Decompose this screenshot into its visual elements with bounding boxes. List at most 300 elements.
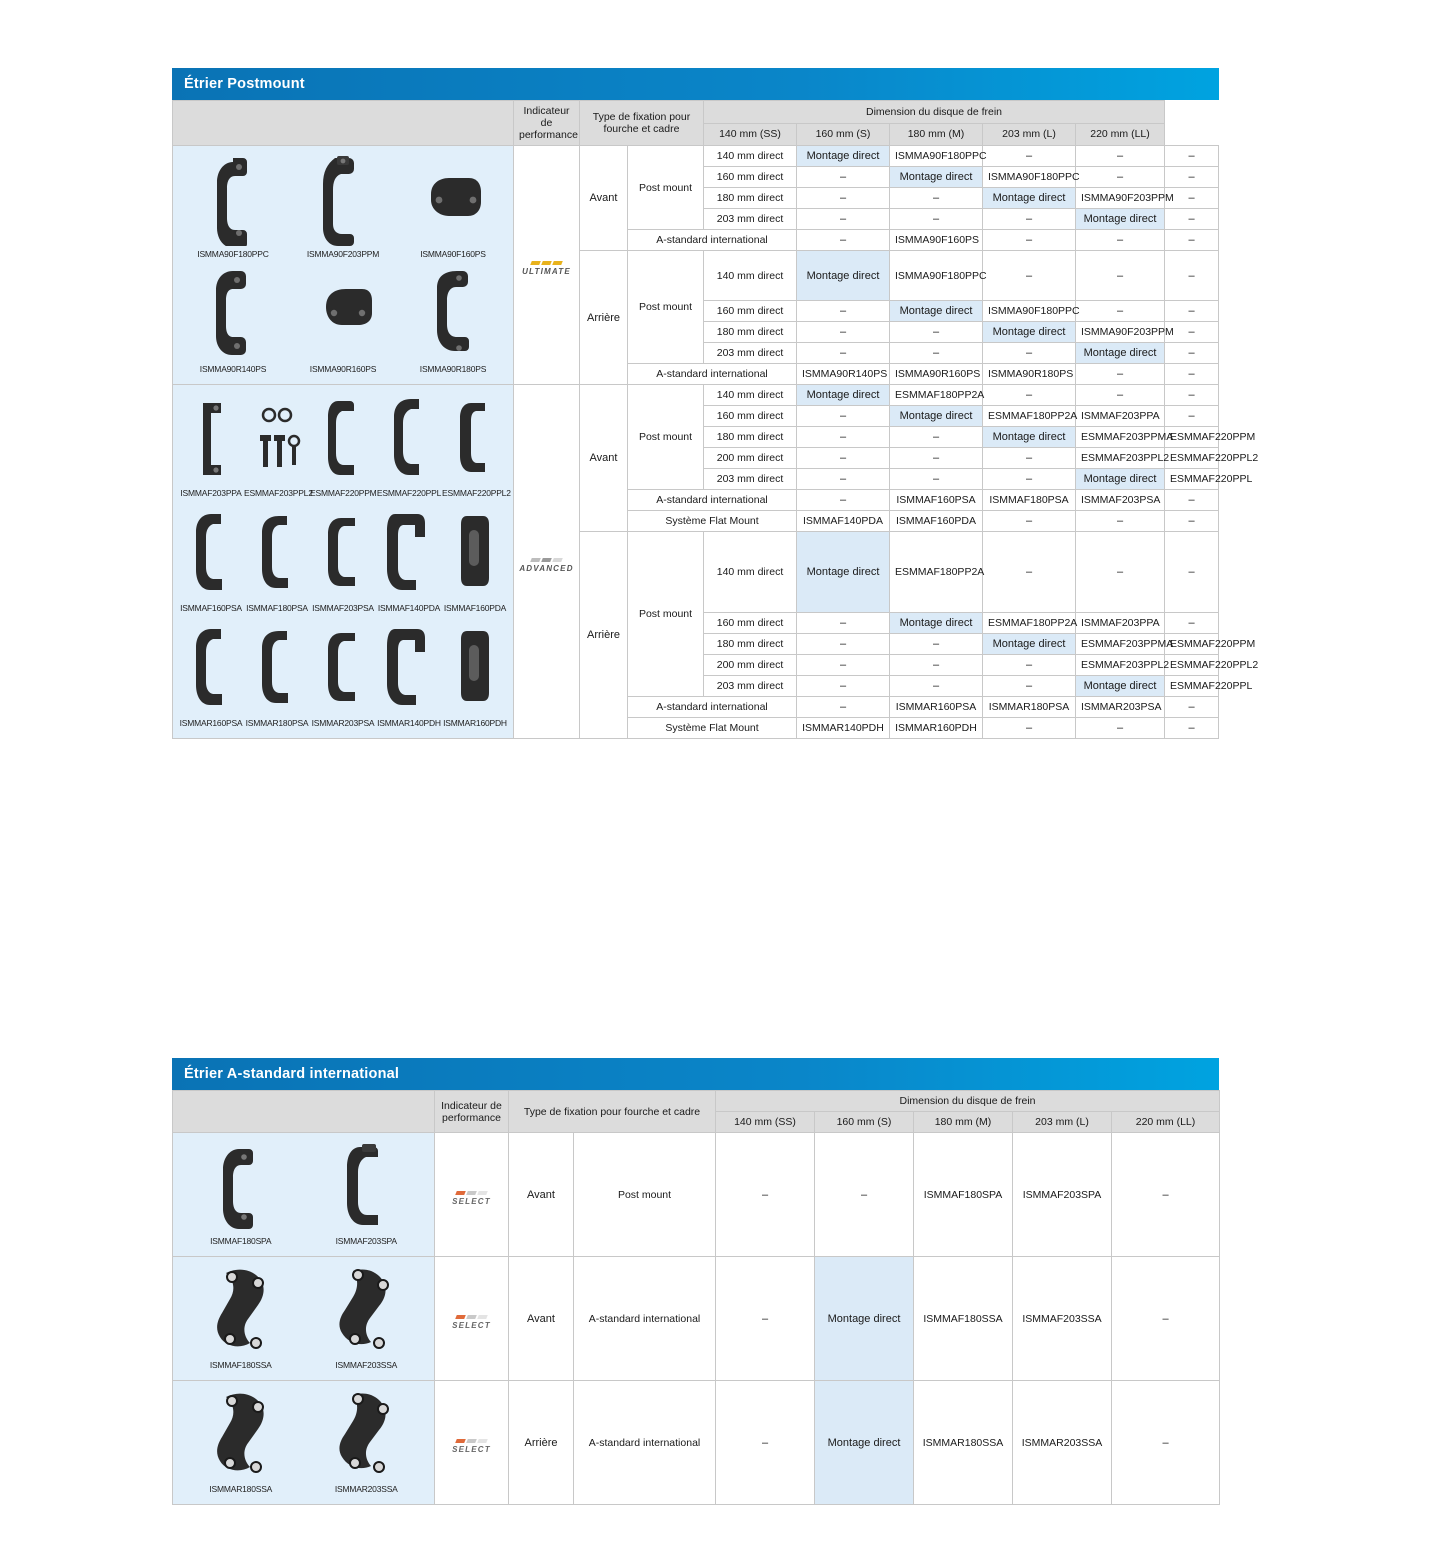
cell-203: ISMMA90F203PPM (1076, 322, 1165, 343)
position-avant: Avant (580, 146, 628, 251)
ultimate-image-row-2 (178, 265, 508, 374)
s2-fixation: A-standard international (574, 1381, 716, 1505)
cell-140: – (797, 301, 890, 322)
cell-140: – (797, 188, 890, 209)
cell-140: Montage direct (797, 385, 890, 406)
cell-160: ISMMA90F180PPC (890, 146, 983, 167)
fixation-a-standard: A-standard international (628, 230, 797, 251)
select-badge-icon (440, 1308, 503, 1330)
cell-180: ISMMAF180SSA (914, 1257, 1013, 1381)
cell-220: – (1165, 251, 1219, 301)
bracket-icon (310, 504, 376, 600)
cell-160: – (890, 427, 983, 448)
fixation-a-standard: A-standard international (628, 364, 797, 385)
bracket-icon (310, 619, 376, 715)
cell-140: Montage direct (797, 532, 890, 613)
cell-180: ISMMAF180SPA (914, 1133, 1013, 1257)
cell-160: ISMMA90R160PS (890, 364, 983, 385)
cell-203: ISMMAF203SSA (1013, 1257, 1112, 1381)
perf-indicator-advanced (514, 385, 580, 739)
bracket-icon (376, 389, 442, 485)
s2-position: Arrière (509, 1381, 574, 1505)
cell-220: – (1165, 718, 1219, 739)
product-tile (178, 1385, 304, 1494)
cell-220: – (1165, 322, 1219, 343)
bracket-icon (310, 389, 376, 485)
fixation-flat-mount: Système Flat Mount (628, 511, 797, 532)
cell-160: ISMMAR160PSA (890, 697, 983, 718)
header-perf-indicator: Indicateur de performance (435, 1091, 509, 1133)
cell-180: – (983, 209, 1076, 230)
product-tile (310, 504, 376, 613)
cell-140: – (797, 655, 890, 676)
s2-position: Avant (509, 1133, 574, 1257)
advanced-badge-icon (519, 551, 574, 573)
bracket-icon (178, 504, 244, 600)
product-tile (442, 389, 511, 498)
cell-203: – (1076, 146, 1165, 167)
product-caption: ISMMAF160PDA (443, 603, 507, 613)
bracket-icon (442, 389, 508, 485)
bracket-icon (179, 150, 288, 246)
bracket-icon (178, 619, 244, 715)
row-label: 203 mm direct (704, 343, 797, 364)
cell-220: – (1165, 209, 1219, 230)
product-caption: ISMMAR180PSA (245, 718, 309, 728)
position-avant: Avant (580, 385, 628, 532)
cell-180: – (983, 532, 1076, 613)
row-label: 160 mm direct (704, 613, 797, 634)
product-tile (179, 150, 288, 259)
cell-203: ISMMAF203PSA (1076, 490, 1165, 511)
cell-140: – (797, 613, 890, 634)
cell-203: – (1076, 364, 1165, 385)
cell-140: – (797, 343, 890, 364)
cell-160: – (890, 676, 983, 697)
postmount-table (172, 100, 1259, 739)
fixation-post-mount: Post mount (628, 385, 704, 490)
select-badge-icon (440, 1432, 503, 1454)
section-title-a-standard: Étrier A-standard international (172, 1058, 1219, 1090)
cell-180: – (983, 655, 1076, 676)
product-caption: ISMMAR160PSA (179, 718, 243, 728)
hardware-icon (244, 389, 310, 485)
a-standard-table (172, 1090, 1220, 1505)
cell-203: Montage direct (1076, 676, 1165, 697)
s2-header-row-1 (173, 1091, 1220, 1112)
product-tile (244, 619, 310, 728)
cell-203: ESMMAF203PPL2 (1076, 655, 1165, 676)
cell-203: – (1076, 251, 1165, 301)
badge-bars-icon (456, 1184, 487, 1195)
header-disc-160: 160 mm (S) (815, 1112, 914, 1133)
cell-180: – (983, 230, 1076, 251)
row-label: 200 mm direct (704, 655, 797, 676)
product-caption: ESMMAF220PPM (310, 488, 377, 498)
cell-140: – (797, 634, 890, 655)
cell-140: – (797, 230, 890, 251)
select-badge-icon (440, 1184, 503, 1206)
bracket-icon (289, 265, 398, 361)
header-disc-220: 220 mm (LL) (1112, 1112, 1220, 1133)
section-postmount (172, 68, 1259, 739)
bracket-icon (178, 1137, 304, 1233)
perf-indicator-select (435, 1133, 509, 1257)
cell-160: Montage direct (890, 613, 983, 634)
cell-160: ESMMAF180PP2A (890, 385, 983, 406)
product-tile (376, 504, 442, 613)
cell-180: Montage direct (983, 188, 1076, 209)
cell-180: – (983, 469, 1076, 490)
product-tile (244, 504, 310, 613)
row-label: 160 mm direct (704, 301, 797, 322)
product-caption: ISMMA90R160PS (309, 364, 377, 374)
cell-160: – (815, 1133, 914, 1257)
bracket-icon (304, 1137, 430, 1233)
cell-180: ISMMAR180PSA (983, 697, 1076, 718)
s2-row-2 (173, 1257, 1220, 1381)
row-label: 180 mm direct (704, 634, 797, 655)
header-images (173, 101, 514, 146)
cell-220: – (1165, 532, 1219, 613)
cell-140: – (797, 490, 890, 511)
product-caption: ISMMA90F203PPM (306, 249, 380, 259)
cell-203: Montage direct (1076, 209, 1165, 230)
table-header-row-1 (173, 101, 1219, 124)
row-label: 203 mm direct (704, 209, 797, 230)
cell-160: ISMMAF160PSA (890, 490, 983, 511)
header-disc-180: 180 mm (M) (914, 1112, 1013, 1133)
cell-180: Montage direct (983, 427, 1076, 448)
s2-image-row-2 (178, 1261, 429, 1370)
row-label: 203 mm direct (704, 676, 797, 697)
cell-180: Montage direct (983, 322, 1076, 343)
cell-220: – (1112, 1257, 1220, 1381)
bracket-icon (178, 389, 244, 485)
cell-203: ISMMAF203PPA (1076, 613, 1165, 634)
cell-203: – (1076, 511, 1165, 532)
s2-image-panel-3 (173, 1381, 435, 1505)
product-tile (376, 619, 442, 728)
cell-203: ESMMAF203PPMA (1076, 634, 1165, 655)
cell-220: ESMMAF220PPM (1165, 634, 1219, 655)
product-caption: ISMMA90R180PS (419, 364, 487, 374)
cell-180: – (983, 146, 1076, 167)
cell-220: – (1165, 511, 1219, 532)
cell-140: – (716, 1381, 815, 1505)
row-label: 160 mm direct (704, 406, 797, 427)
cell-140: – (797, 676, 890, 697)
cell-160: – (890, 634, 983, 655)
cell-203: ESMMAF203PPMA (1076, 427, 1165, 448)
row-label: 180 mm direct (704, 427, 797, 448)
header-disc-140: 140 mm (SS) (716, 1112, 815, 1133)
s2-fixation: Post mount (574, 1133, 716, 1257)
product-caption: ESMMAF220PPL (376, 488, 442, 498)
product-tile (442, 619, 508, 728)
header-perf-indicator: Indicateur de performance (514, 101, 580, 146)
cell-180: ESMMAF180PP2A (983, 613, 1076, 634)
cell-203: – (1076, 301, 1165, 322)
s2-position: Avant (509, 1257, 574, 1381)
cell-140: ISMMAR140PDH (797, 718, 890, 739)
cell-203: Montage direct (1076, 343, 1165, 364)
cell-140: Montage direct (797, 146, 890, 167)
cell-220: – (1165, 301, 1219, 322)
advanced-image-row-3 (178, 619, 508, 728)
cell-160: – (890, 209, 983, 230)
section-title-postmount: Étrier Postmount (172, 68, 1219, 100)
cell-160: Montage direct (890, 167, 983, 188)
cell-140: Montage direct (797, 251, 890, 301)
product-caption: ISMMAF160PSA (180, 603, 242, 613)
product-caption: ISMMAR160PDH (443, 718, 507, 728)
product-tile (399, 150, 508, 259)
badge-label: SELECT (452, 1320, 491, 1330)
row-label: 140 mm direct (704, 385, 797, 406)
cell-220: – (1165, 613, 1219, 634)
cell-160: – (890, 655, 983, 676)
advanced-image-row-2 (178, 504, 508, 613)
product-tile (399, 265, 508, 374)
cell-220: – (1112, 1381, 1220, 1505)
bracket-icon (376, 504, 442, 600)
cell-160: ESMMAF180PP2A (890, 532, 983, 613)
product-caption: ISMMAF203SPA (335, 1236, 397, 1246)
s2-image-panel-1 (173, 1133, 435, 1257)
product-tile (304, 1137, 430, 1246)
cell-180: ESMMAF180PP2A (983, 406, 1076, 427)
cell-140: – (797, 209, 890, 230)
fixation-flat-mount: Système Flat Mount (628, 718, 797, 739)
cell-220: – (1165, 188, 1219, 209)
row-label: 160 mm direct (704, 167, 797, 188)
fixation-a-standard: A-standard international (628, 490, 797, 511)
cell-180: ISMMA90R180PS (983, 364, 1076, 385)
product-caption: ESMMAF220PPL2 (442, 488, 511, 498)
cell-203: – (1076, 532, 1165, 613)
cell-220: – (1165, 343, 1219, 364)
product-caption: ISMMAF203PPA (180, 488, 242, 498)
bracket-icon (244, 504, 310, 600)
cell-180: ISMMA90F180PPC (983, 167, 1076, 188)
product-caption: ISMMA90R140PS (199, 364, 267, 374)
product-tile (178, 1261, 304, 1370)
product-caption: ISMMAR140PDH (377, 718, 441, 728)
cell-180: ISMMAR180SSA (914, 1381, 1013, 1505)
perf-indicator-ultimate (514, 146, 580, 385)
row-label: 180 mm direct (704, 322, 797, 343)
cell-220: – (1165, 490, 1219, 511)
product-caption: ISMMAR203SSA (334, 1484, 398, 1494)
product-tile (179, 265, 288, 374)
header-disc-group: Dimension du disque de frein (716, 1091, 1220, 1112)
bracket-icon (399, 265, 508, 361)
bracket-icon (244, 619, 310, 715)
cell-140: ISMMAF140PDA (797, 511, 890, 532)
cell-203: – (1076, 167, 1165, 188)
s2-image-row-1 (178, 1137, 429, 1246)
adapter-icon (304, 1261, 430, 1357)
badge-label: SELECT (452, 1444, 491, 1454)
header-fixation: Type de fixation pour fourche et cadre (509, 1091, 716, 1133)
row-label: 140 mm direct (704, 251, 797, 301)
cell-180: – (983, 251, 1076, 301)
position-arriere: Arrière (580, 251, 628, 385)
badge-label: ULTIMATE (522, 267, 571, 276)
s2-fixation: A-standard international (574, 1257, 716, 1381)
product-caption: ESMMAF203PPL2 (244, 488, 313, 498)
cell-140: ISMMA90R140PS (797, 364, 890, 385)
cell-203: – (1076, 385, 1165, 406)
cell-203: ISMMAR203SSA (1013, 1381, 1112, 1505)
header-disc-160: 160 mm (S) (797, 123, 890, 146)
cell-203: ISMMAF203PPA (1076, 406, 1165, 427)
fixation-post-mount: Post mount (628, 146, 704, 230)
cell-180: – (983, 511, 1076, 532)
product-caption: ISMMAR203PSA (311, 718, 375, 728)
product-tile (310, 389, 376, 498)
cell-220: – (1165, 230, 1219, 251)
header-disc-203: 203 mm (L) (983, 123, 1076, 146)
cell-160: Montage direct (815, 1257, 914, 1381)
cell-160: ISMMAF160PDA (890, 511, 983, 532)
cell-140: – (797, 448, 890, 469)
product-tile (178, 389, 244, 498)
header-disc-180: 180 mm (M) (890, 123, 983, 146)
cell-220: ESMMAF220PPL (1165, 676, 1219, 697)
row-label: 140 mm direct (704, 532, 797, 613)
bracket-icon (179, 265, 288, 361)
product-caption: ISMMAF203PSA (312, 603, 374, 613)
advanced-image-row-1 (178, 389, 511, 498)
product-caption: ISMMAF180SPA (210, 1236, 272, 1246)
cell-203: ISMMA90F203PPM (1076, 188, 1165, 209)
row-label: 200 mm direct (704, 448, 797, 469)
cell-220: ESMMAF220PPM (1165, 427, 1219, 448)
cell-180: – (983, 676, 1076, 697)
header-disc-group: Dimension du disque de frein (704, 101, 1165, 124)
cell-180: ISMMA90F180PPC (983, 301, 1076, 322)
product-tile (442, 504, 508, 613)
badge-label: SELECT (452, 1196, 491, 1206)
row-label: 203 mm direct (704, 469, 797, 490)
cell-160: – (890, 469, 983, 490)
cell-160: – (890, 322, 983, 343)
badge-bars-icon (456, 1432, 487, 1443)
fixation-post-mount: Post mount (628, 532, 704, 697)
cell-220: ESMMAF220PPL2 (1165, 448, 1219, 469)
header-disc-220: 220 mm (LL) (1076, 123, 1165, 146)
product-caption: ISMMA90F180PPC (197, 249, 269, 259)
cell-140: – (716, 1133, 815, 1257)
cell-160: – (890, 343, 983, 364)
header-disc-140: 140 mm (SS) (704, 123, 797, 146)
product-tile (304, 1261, 430, 1370)
product-caption: ISMMAF203SSA (335, 1360, 398, 1370)
badge-bars-icon (531, 254, 562, 265)
ultimate-image-row-1 (178, 150, 508, 259)
fixation-a-standard: A-standard international (628, 697, 797, 718)
cell-160: Montage direct (890, 406, 983, 427)
advanced-image-panel (173, 385, 514, 739)
product-tile (289, 265, 398, 374)
cell-180: Montage direct (983, 634, 1076, 655)
cell-220: – (1165, 697, 1219, 718)
cell-160: – (890, 448, 983, 469)
product-caption: ISMMAF140PDA (377, 603, 441, 613)
header-disc-203: 203 mm (L) (1013, 1112, 1112, 1133)
cell-220: ESMMAF220PPL (1165, 469, 1219, 490)
product-caption: ISMMAF180SSA (209, 1360, 272, 1370)
cell-220: – (1165, 385, 1219, 406)
cell-160: Montage direct (815, 1381, 914, 1505)
cell-220: – (1165, 406, 1219, 427)
s2-row-1 (173, 1133, 1220, 1257)
cell-220: – (1112, 1133, 1220, 1257)
product-caption: ISMMAR180SSA (209, 1484, 273, 1494)
cell-140: – (797, 322, 890, 343)
product-tile (289, 150, 398, 259)
row-label: 180 mm direct (704, 188, 797, 209)
cell-140: – (797, 697, 890, 718)
cell-180: – (983, 718, 1076, 739)
cell-220: ESMMAF220PPL2 (1165, 655, 1219, 676)
cell-180: – (983, 385, 1076, 406)
cell-220: – (1165, 146, 1219, 167)
perf-indicator-select (435, 1257, 509, 1381)
s2-row-3 (173, 1381, 1220, 1505)
cell-180: ISMMAF180PSA (983, 490, 1076, 511)
ultimate-badge-icon (519, 254, 574, 276)
badge-label: ADVANCED (519, 563, 574, 573)
badge-bars-icon (456, 1308, 487, 1319)
section-a-standard (172, 1058, 1219, 1505)
cell-203: ISMMAR203PSA (1076, 697, 1165, 718)
cell-203: – (1076, 718, 1165, 739)
s2-image-row-3 (178, 1385, 429, 1494)
product-tile (244, 389, 313, 498)
product-tile (376, 389, 442, 498)
cell-140: – (797, 427, 890, 448)
bracket-icon (376, 619, 442, 715)
adapter-icon (178, 1261, 304, 1357)
bracket-icon (399, 150, 508, 246)
ultimate-row-1 (173, 146, 1219, 167)
cell-220: – (1165, 167, 1219, 188)
cell-160: ISMMA90F160PS (890, 230, 983, 251)
cell-140: – (797, 406, 890, 427)
cell-220: – (1165, 364, 1219, 385)
cell-160: ISMMA90F180PPC (890, 251, 983, 301)
cell-203: – (1076, 230, 1165, 251)
row-label: 140 mm direct (704, 146, 797, 167)
header-fixation: Type de fixation pour fourche et cadre (580, 101, 704, 146)
adapter-icon (178, 1385, 304, 1481)
cell-203: Montage direct (1076, 469, 1165, 490)
cell-203: ESMMAF203PPL2 (1076, 448, 1165, 469)
advanced-row-1 (173, 385, 1219, 406)
adapter-icon (304, 1385, 430, 1481)
product-caption: ISMMA90F160PS (420, 249, 486, 259)
cell-180: – (983, 343, 1076, 364)
bracket-icon (289, 150, 398, 246)
bracket-icon (442, 504, 508, 600)
product-tile (310, 619, 376, 728)
bracket-icon (442, 619, 508, 715)
ultimate-image-panel (173, 146, 514, 385)
product-tile (304, 1385, 430, 1494)
